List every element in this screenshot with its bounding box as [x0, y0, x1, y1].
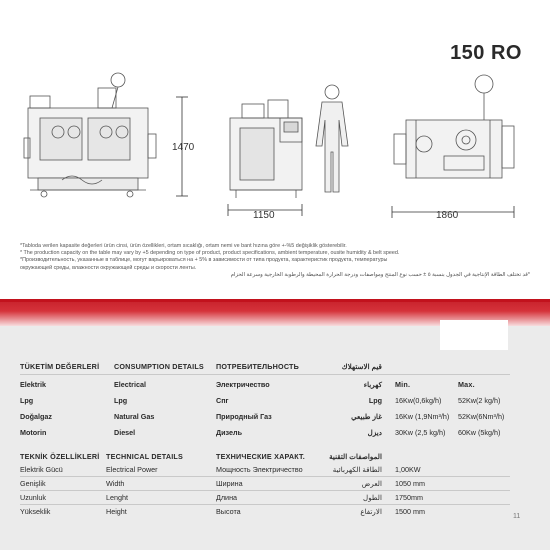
machine-drawings — [0, 60, 550, 240]
top-view-drawing — [394, 75, 514, 178]
min-header: Min. — [395, 380, 411, 389]
side-view-drawing — [230, 100, 302, 198]
technical-drawings — [0, 60, 550, 240]
note-tr: *Tabloda verilen kapasite değerleri ürün cinsi, ürün özellikleri, ortam sıcaklığı, ortam nemi ve bant hızına göre +-%5 değişiklik gösterebilir. — [20, 243, 347, 249]
consumption-rule — [20, 374, 510, 375]
max-header: Max. — [458, 380, 475, 389]
width-dimension: 1150 — [253, 210, 275, 221]
human-silhouette-drawing — [316, 85, 348, 192]
model-title: 150 RO — [450, 42, 522, 64]
note-ru-1: *Производительность, указанные в таблице, могут варьироваться на + 5% в зависимости от типа продукта, характеристик продукта, температуры — [20, 257, 388, 264]
technical-header-ar: المواصفات التقنية — [329, 452, 382, 461]
height-dimension: 1470 — [172, 142, 195, 153]
front-view-drawing — [24, 73, 156, 197]
red-divider-line — [0, 299, 550, 302]
consumption-header-ar: قيم الاستهلاك — [341, 362, 382, 371]
technical-header-tr: TEKNİK ÖZELLİKLERİ — [20, 452, 100, 461]
consumption-header-en: CONSUMPTION DETAILS — [114, 362, 204, 371]
blank-label-box — [440, 320, 508, 350]
capacity-notes — [20, 243, 530, 279]
technical-header-en: TECHNICAL DETAILS — [106, 452, 184, 461]
page-number: 11 — [513, 513, 521, 520]
technical-rule-2 — [20, 490, 510, 491]
technical-header-ru: ТЕХНИЧЕСКИЕ ХАРАКТ. — [216, 452, 305, 461]
length-dimension: 1860 — [436, 210, 459, 221]
note-ar: *قد تختلف الطاقة الإنتاجية في الجدول بنسبة ٥ ± حسب نوع المنتج ومواصفات ودرجة الحرارة المحيطة والرطوبة الخارجية وسرعة الحزام — [230, 271, 530, 278]
technical-rule-1 — [20, 476, 510, 477]
consumption-header-ru: ПОТРЕБИТЕЛЬНОСТЬ — [216, 362, 300, 371]
consumption-header-tr: TÜKETİM DEĞERLERİ — [20, 362, 100, 371]
note-ru-2: окружающей среды, влажности окружающей среды и скорости ленты. — [20, 264, 197, 271]
specs-panel — [0, 326, 550, 550]
technical-rule-3 — [20, 504, 510, 505]
note-en: * The production capacity on the table may vary by +5 depending on type of product, product specifications, ambient temperature, ousite humidity & belt speed. — [20, 250, 400, 257]
